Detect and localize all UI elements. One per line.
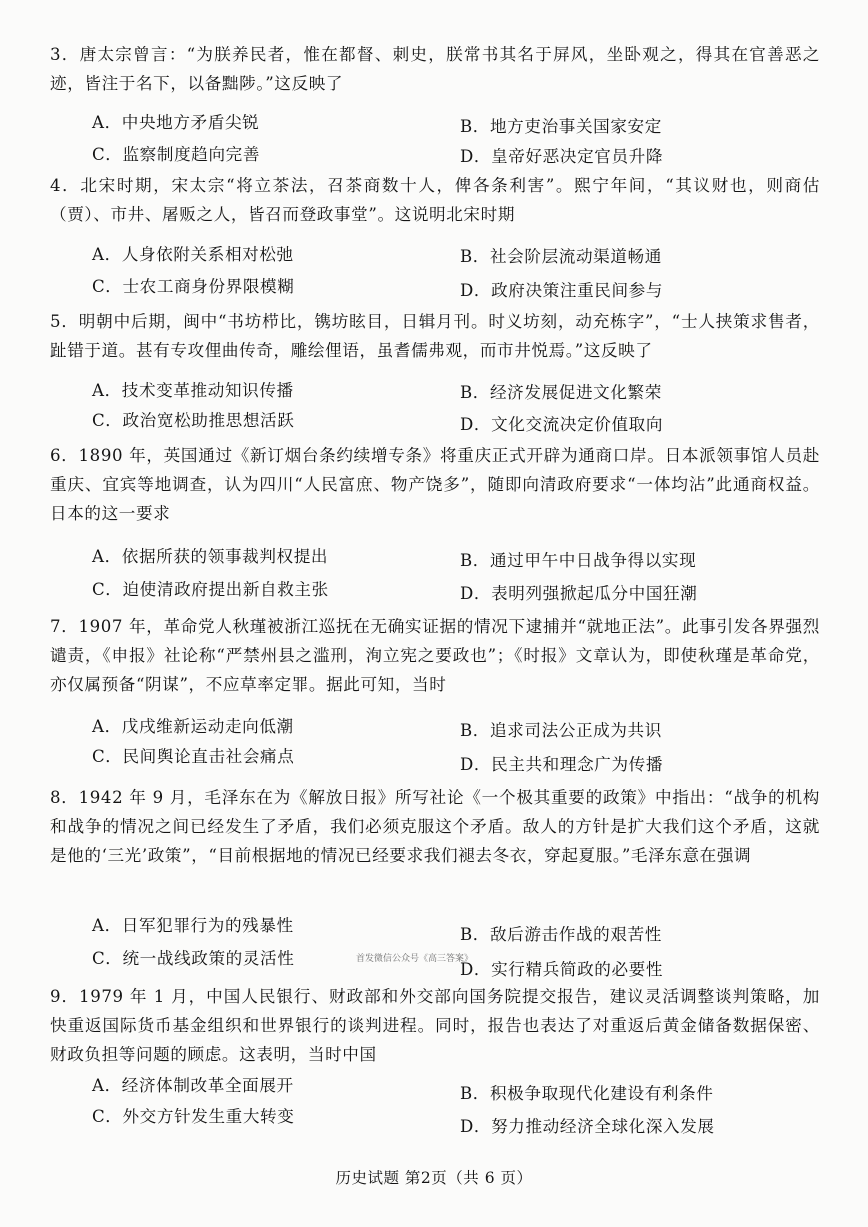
question-7-option-b: B．追求司法公正成为共识 <box>460 721 662 740</box>
question-3-option-d: D．皇帝好恶决定官员升降 <box>460 147 664 166</box>
question-4-stem: 4．北宋时期，宋太宗“将立茶法，召茶商数十人，俾各条利害”。熙宁年间，“其议财也，则商估（贾）、市井、屠贩之人，皆召而登政事堂”。这说明北宋时期 <box>50 176 820 224</box>
question-9-option-c: C．外交方针发生重大转变 <box>92 1107 295 1126</box>
question-6-stem: 6．1890 年，英国通过《新订烟台条约续增专条》将重庆正式开辟为通商口岸。日本派领事馆人员赴重庆、宜宾等地调查，认为四川“人民富庶、物产饶多”，随即向清政府要求“一体均沾”此通商权益。日本的这一要求 <box>50 446 820 523</box>
question-3-stem: 3．唐太宗曾言：“为朕养民者，惟在都督、刺史，朕常书其名于屏风，坐卧观之，得其在官善恶之迹，皆注于名下，以备黜陟。”这反映了 <box>50 45 820 93</box>
question-8-stem: 8．1942 年 9 月，毛泽东在为《解放日报》所写社论《一个极其重要的政策》中指出：“战争的机构和战争的情况之间已经发生了矛盾，我们必须克服这个矛盾。敌人的方针是扩大我们这个矛盾，这就是他的‘三光’政策”，“目前根据地的情况已经要求我们褪去冬衣，穿起夏服。”毛泽东意在强调 <box>50 788 820 865</box>
question-8-option-a: A．日军犯罪行为的残暴性 <box>92 916 294 935</box>
question-5-option-c: C．政治宽松助推思想活跃 <box>92 411 295 430</box>
question-9-option-a: A．经济体制改革全面展开 <box>92 1076 294 1095</box>
question-3-option-b: B．地方吏治事关国家安定 <box>460 117 662 136</box>
question-7-option-d: D．民主共和理念广为传播 <box>460 755 664 774</box>
question-7-option-a: A．戊戌维新运动走向低潮 <box>92 717 294 736</box>
question-6-option-b: B．通过甲午中日战争得以实现 <box>460 551 697 570</box>
question-9-stem: 9．1979 年 1 月，中国人民银行、财政部和外交部向国务院提交报告，建议灵活调整谈判策略，加快重返国际货币基金组织和世界银行的谈判进程。同时，报告也表达了对重返后黄金储备数据保密、财政负担等问题的顾虑。这表明，当时中国 <box>50 987 820 1064</box>
question-7-option-c: C．民间舆论直击社会痛点 <box>92 747 295 766</box>
page-footer: 历史试题 第2页（共 6 页） <box>335 1169 533 1187</box>
question-8-option-c: C．统一战线政策的灵活性 <box>92 949 295 968</box>
question-3-option-c: C．监察制度趋向完善 <box>92 145 261 164</box>
question-4-option-c: C．士农工商身份界限模糊 <box>92 277 295 296</box>
question-8-option-d: D．实行精兵简政的必要性 <box>460 960 664 979</box>
question-4-option-b: B．社会阶层流动渠道畅通 <box>460 247 662 266</box>
question-5-option-b: B．经济发展促进文化繁荣 <box>460 383 662 402</box>
question-6-option-c: C．迫使清政府提出新自救主张 <box>92 580 329 599</box>
question-5-option-d: D．文化交流决定价值取向 <box>460 415 664 434</box>
question-6-option-d: D．表明列强掀起瓜分中国狂潮 <box>460 584 698 603</box>
question-7-stem: 7．1907 年，革命党人秋瑾被浙江巡抚在无确实证据的情况下逮捕并“就地正法”。此事引发各界强烈谴责，《申报》社论称“严禁州县之滥刑，洵立宪之要政也”；《时报》文章认为，即使秋瑾是革命党，亦仅属预备“阴谋”，不应草率定罪。据此可知，当时 <box>50 617 820 694</box>
question-5-stem: 5．明朝中后期，闽中“书坊栉比，镌坊眩目，日辑月刊。时义坊刻，动充栋字”，“士人挟策求售者，趾错于道。甚有专攻俚曲传奇，雕绘俚语，虽耆儒弗观，而市井悦焉。”这反映了 <box>50 312 820 360</box>
question-4-option-d: D．政府决策注重民间参与 <box>460 281 664 300</box>
question-9-option-b: B．积极争取现代化建设有利条件 <box>460 1084 714 1103</box>
question-9-option-d: D．努力推动经济全球化深入发展 <box>460 1117 715 1136</box>
watermark-text: 首发微信公众号《高三答案》 <box>356 954 474 964</box>
question-5-option-a: A．技术变革推动知识传播 <box>92 381 294 400</box>
question-3-option-a: A．中央地方矛盾尖锐 <box>92 113 260 132</box>
question-8-option-b: B．敌后游击作战的艰苦性 <box>460 925 662 944</box>
question-4-option-a: A．人身依附关系相对松弛 <box>92 245 294 264</box>
question-6-option-a: A．依据所获的领事裁判权提出 <box>92 547 329 566</box>
